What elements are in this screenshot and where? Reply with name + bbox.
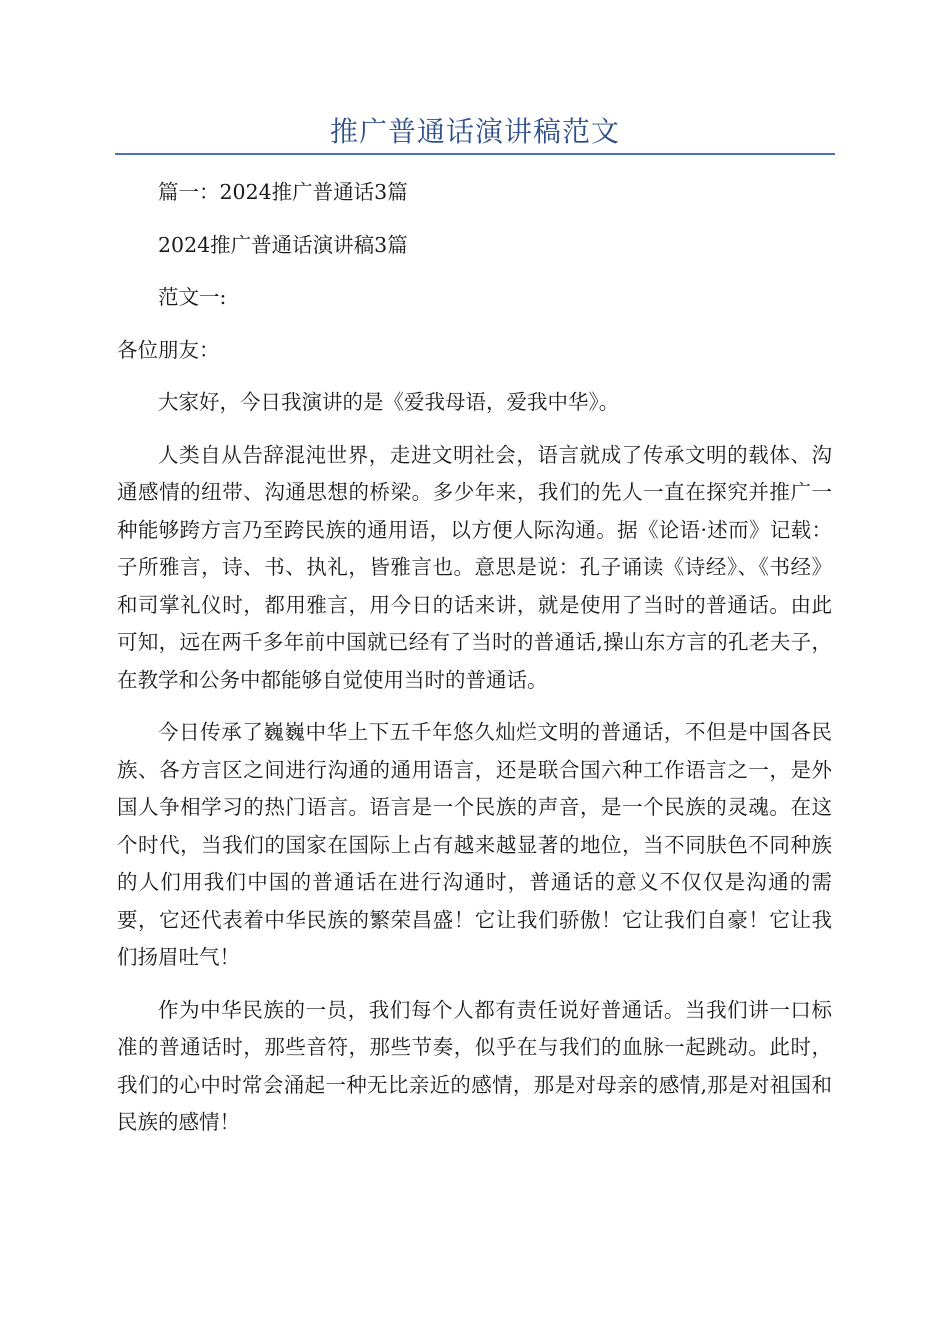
section-heading: 篇一：2024推广普通话3篇 bbox=[158, 180, 408, 204]
salutation: 各位朋友： bbox=[117, 337, 220, 362]
sample-label: 范文一: bbox=[158, 285, 227, 309]
title-underline bbox=[115, 153, 835, 155]
paragraph: 人类自从告辞混沌世界，走进文明社会，语言就成了传承文明的载体、沟通感情的纽带、沟通思想的桥梁。多少年来，我们的先人一直在探究并推广一种能够跨方言乃至跨民族的通用语，以方便人际沟通。据《论语·述而》记载：子所雅言，诗、书、执礼，皆雅言也。意思是说：孔子诵读《诗经》、《书经》和司掌礼仪时，都用雅言，用今日的话来讲，就是使用了当时的普通话。由此可知，远在两千多年前中国就已经有了当时的普通话,操山东方言的孔老夫子，在教学和公务中都能够自觉使用当时的普通话。 bbox=[117, 442, 832, 692]
paragraph: 今日传承了巍巍中华上下五千年悠久灿烂文明的普通话，不但是中国各民族、各方言区之间进行沟通的通用语言，还是联合国六种工作语言之一，是外国人争相学习的热门语言。语言是一个民族的声音，是一个民族的灵魂。在这个时代，当我们的国家在国际上占有越来越显著的地位，当不同肤色不同种族的人们用我们中国的普通话在进行沟通时，普通话的意义不仅仅是沟通的需要，它还代表着中华民族的繁荣昌盛！它让我们骄傲！它让我们自豪！它让我们扬眉吐气！ bbox=[117, 720, 832, 969]
paragraph: 大家好，今日我演讲的是《爱我母语，爱我中华》。 bbox=[158, 390, 620, 414]
subtitle: 2024推广普通话演讲稿3篇 bbox=[158, 232, 408, 257]
document-body bbox=[117, 174, 832, 1157]
paragraph: 作为中华民族的一员，我们每个人都有责任说好普通话。当我们讲一口标准的普通话时，那些音符，那些节奏，似乎在与我们的血脉一起跳动。此时，我们的心中时常会涌起一种无比亲近的感情，那是对母亲的感情,那是对祖国和民族的感情！ bbox=[117, 997, 832, 1134]
document-title: 推广普通话演讲稿范文 bbox=[329, 115, 620, 148]
